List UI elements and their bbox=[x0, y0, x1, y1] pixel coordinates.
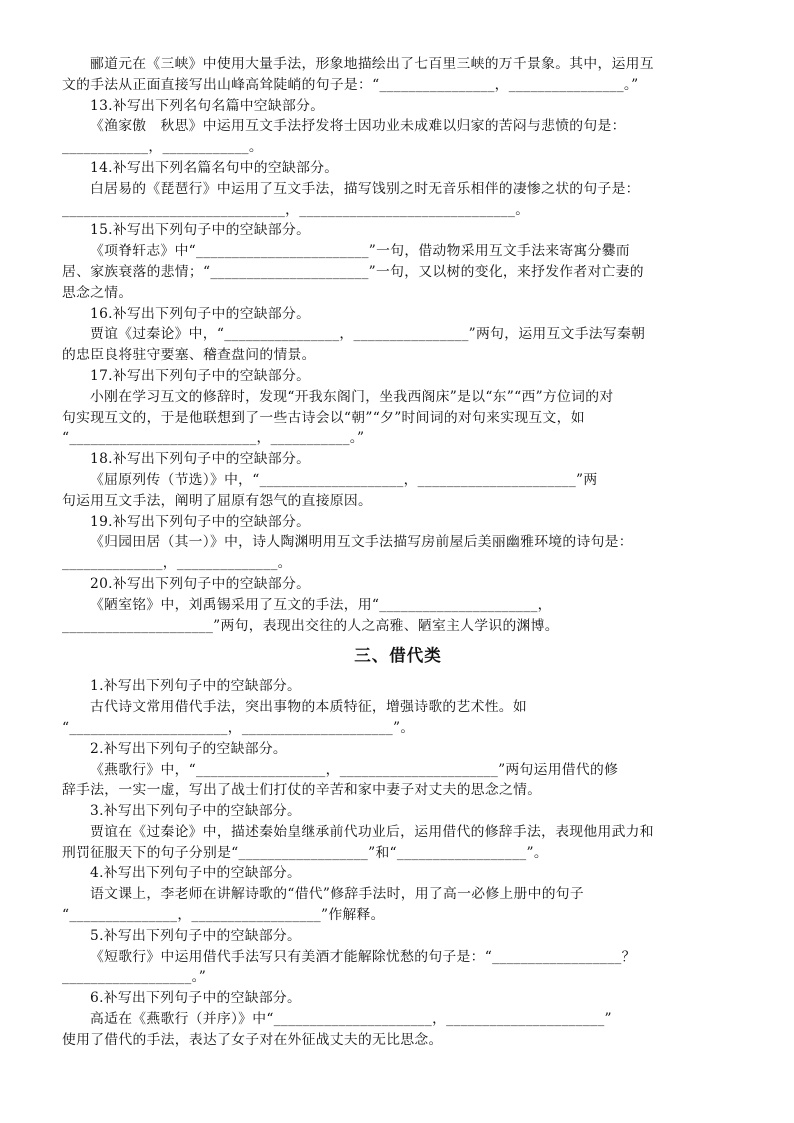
text-line: 2.补写出下列句子的空缺部分。 bbox=[90, 740, 288, 757]
text-line: _______________________________，______________________________。 bbox=[62, 201, 530, 218]
text-line: 的忠臣良将驻守要塞、稽查盘问的情景。 bbox=[62, 347, 316, 364]
text-line: 6.补写出下列句子中的空缺部分。 bbox=[90, 990, 302, 1007]
text-line: 13.补写出下列名句名篇中空缺部分。 bbox=[90, 97, 325, 114]
text-line: 《屈原列传（节选）》中，“____________________，______________________”两 bbox=[90, 471, 598, 488]
text-line: 《归园田居（其一）》中，诗人陶渊明用互文手法描写房前屋后美丽幽雅环境的诗句是： bbox=[90, 534, 633, 551]
text-line: 语文课上，李老师在讲解诗歌的“借代”修辞手法时，用了高一必修上册中的句子 bbox=[90, 886, 584, 903]
text-line: 《渔家傲 秋思》中运用互文手法抒发将士因功业未成难以归家的苦闷与悲愤的句是： bbox=[90, 118, 626, 135]
text-line: 刑罚征服天下的句子分别是“__________________”和“__________________”。 bbox=[62, 844, 548, 861]
text-line: 4.补写出下列句子中的空缺部分。 bbox=[90, 865, 302, 882]
text-line: 居、家族衰落的悲情；“______________________”一句，又以树的变化，来抒发作者对亡妻的 bbox=[62, 263, 644, 280]
text-line: 20.补写出下列句子中的空缺部分。 bbox=[90, 575, 311, 592]
text-line: 《项脊轩志》中“________________________”一句，借动物采用互文手法来寄寓分爨而 bbox=[90, 243, 630, 260]
text-line: 《短歌行》中运用借代手法写只有美酒才能解除忧愁的句子是：“__________________？ bbox=[90, 948, 636, 965]
text-line: “_______________，__________________”作解释。 bbox=[62, 907, 385, 924]
text-line: 思念之情。 bbox=[62, 284, 133, 301]
text-line: 17.补写出下列句子中的空缺部分。 bbox=[90, 367, 311, 384]
text-line: 使用了借代的手法，表达了女子对在外征战丈夫的无比思念。 bbox=[62, 1031, 443, 1048]
text-line: 小刚在学习互文的修辞时，发现“开我东阁门，坐我西阁床”是以“东”“西”方位词的对 bbox=[90, 388, 614, 405]
text-line: 贾谊《过秦论》中，“________________，________________”两句，运用互文手法写秦朝 bbox=[90, 326, 646, 343]
text-line: 辞手法，一实一虚，写出了战士们打仗的辛苦和家中妻子对丈夫的思念之情。 bbox=[62, 782, 542, 799]
text-line: 白居易的《琵琶行》中运用了互文手法，描写饯别之时无音乐相伴的凄惨之状的句子是： bbox=[90, 180, 640, 197]
text-line: __________________。” bbox=[62, 969, 207, 986]
text-line: 19.补写出下列句子中的空缺部分。 bbox=[90, 513, 311, 530]
exercise-block-jie-dai bbox=[62, 676, 734, 1050]
text-line: ____________，____________。 bbox=[62, 139, 263, 156]
text-line: 5.补写出下列句子中的空缺部分。 bbox=[90, 927, 302, 944]
text-line: 贾谊在《过秦论》中，描述秦始皇继承前代功业后，运用借代的修辞手法，表现他用武力和 bbox=[90, 823, 654, 840]
document-page bbox=[62, 54, 734, 1051]
text-line: 古代诗文常用借代手法，突出事物的本质特征，增强诗歌的艺术性。如 bbox=[90, 699, 528, 716]
text-line: 15.补写出下列句子中的空缺部分。 bbox=[90, 222, 311, 239]
text-line: _____________________”两句，表现出交往的人之高雅、陋室主人学识的渊博。 bbox=[62, 617, 559, 634]
text-line: 文的手法从正面直接写出山峰高耸陡峭的句子是：“________________，________________。” bbox=[62, 76, 639, 93]
text-line: 句实现互文的，于是他联想到了一些古诗会以“朝”“夕”时间词的对句来实现互文，如 bbox=[62, 409, 585, 426]
text-line: 14.补写出下列名篇名句中的空缺部分。 bbox=[90, 159, 339, 176]
text-line: “______________________，_____________________”。 bbox=[62, 719, 415, 736]
text-line: 16.补写出下列句子中的空缺部分。 bbox=[90, 305, 311, 322]
text-line: 《燕歌行》中，“__________________，______________________”两句运用借代的修 bbox=[90, 761, 619, 778]
section-title: 三、借代类 bbox=[354, 646, 442, 666]
text-line: 18.补写出下列句子中的空缺部分。 bbox=[90, 451, 311, 468]
exercise-block-hu-wen bbox=[62, 54, 734, 636]
text-line: 《陋室铭》中，刘禹锡采用了互文的手法，用“______________________， bbox=[90, 596, 552, 613]
text-line: 高适在《燕歌行（并序）》中“______________________，______________________” bbox=[90, 1011, 612, 1028]
text-line: 1.补写出下列句子中的空缺部分。 bbox=[90, 678, 302, 695]
text-line: 3.补写出下列句子中的空缺部分。 bbox=[90, 803, 302, 820]
text-line: ______________，______________。 bbox=[62, 555, 292, 572]
text-line: “__________________________，___________。” bbox=[62, 430, 365, 447]
text-line: 郦道元在《三峡》中使用大量手法，形象地描绘出了七百里三峡的万千景象。其中，运用互 bbox=[90, 56, 654, 72]
text-line: 句运用互文手法，阐明了屈原有怨气的直接原因。 bbox=[62, 492, 373, 509]
